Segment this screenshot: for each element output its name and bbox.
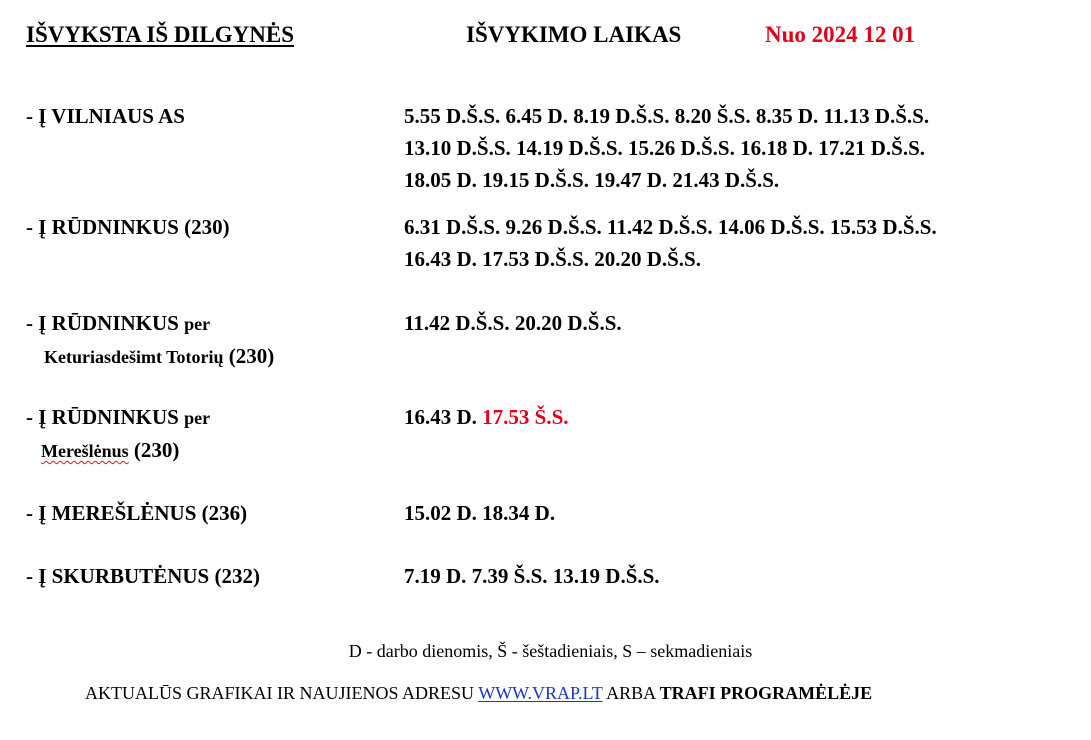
departure-time-heading: IŠVYKIMO LAIKAS	[466, 22, 682, 47]
route-times-rudninkus-via-totoriu	[404, 307, 1054, 339]
route-destination-rudninkus-via-mereslenus	[26, 401, 210, 467]
route-destination-rudninkus: - Į RŪDNINKUS (230)	[26, 215, 230, 239]
legend-text: D - darbo dienomis, Š - šeštadieniais, S – sekmadieniais	[348, 641, 753, 661]
destination-via: Keturiasdešimt Totorių	[44, 347, 224, 367]
route-destination-vilnius: - Į VILNIAUS AS	[26, 104, 185, 128]
times-line: 11.42 D.Š.S. 20.20 D.Š.S.	[404, 311, 622, 335]
times-highlight: 17.53 Š.S.	[482, 405, 569, 429]
destination-route-number: (230)	[133, 438, 180, 462]
destination-route-number: (230)	[228, 344, 275, 368]
times-line: 13.10 D.Š.S. 14.19 D.Š.S. 15.26 D.Š.S. 16.18 D. 17.21 D.Š.S.	[404, 136, 926, 160]
route-times-rudninkus-via-mereslenus	[404, 401, 1054, 433]
destination-main: - Į RŪDNINKUS	[26, 405, 179, 429]
destination-via: Merešlėnus	[41, 441, 129, 461]
route-times-skurbutenus	[404, 560, 1054, 592]
destination-per: per	[184, 408, 211, 428]
footer-suffix: TRAFI PROGRAMĖLĖJE	[659, 683, 873, 703]
route-destination-rudninkus-via-totoriu	[26, 307, 274, 373]
destination-per: per	[184, 314, 211, 334]
route-times-rudninkus	[404, 211, 1054, 275]
route-destination-skurbutenus: - Į SKURBUTĖNUS (232)	[26, 564, 260, 588]
route-times-vilnius	[404, 100, 1054, 196]
footer	[85, 679, 872, 707]
destination-main: - Į RŪDNINKUS	[26, 311, 179, 335]
times-line: 16.43 D. 17.53 D.Š.S. 20.20 D.Š.S.	[404, 247, 701, 271]
route-times-mereslenus	[404, 497, 1054, 529]
times-line: 15.02 D. 18.34 D.	[404, 501, 556, 525]
website-link[interactable]: WWW.VRAP.LT	[478, 683, 603, 703]
footer-middle: ARBA	[606, 683, 656, 703]
times-line: 6.31 D.Š.S. 9.26 D.Š.S. 11.42 D.Š.S. 14.06 D.Š.S. 15.53 D.Š.S.	[404, 215, 937, 239]
times-plain: 16.43 D.	[404, 405, 477, 429]
route-destination-mereslenus: - Į MEREŠLĖNUS (236)	[26, 501, 248, 525]
times-line: 5.55 D.Š.S. 6.45 D. 8.19 D.Š.S. 8.20 Š.S. 8.35 D. 11.13 D.Š.S.	[404, 104, 930, 128]
times-line: 18.05 D. 19.15 D.Š.S. 19.47 D. 21.43 D.Š.S.	[404, 168, 780, 192]
valid-from-date: Nuo 2024 12 01	[765, 22, 916, 47]
times-line: 7.19 D. 7.39 Š.S. 13.19 D.Š.S.	[404, 564, 660, 588]
footer-prefix: AKTUALŪS GRAFIKAI IR NAUJIENOS ADRESU	[85, 683, 475, 703]
departs-from-heading: IŠVYKSTA IŠ DILGYNĖS	[26, 22, 295, 47]
